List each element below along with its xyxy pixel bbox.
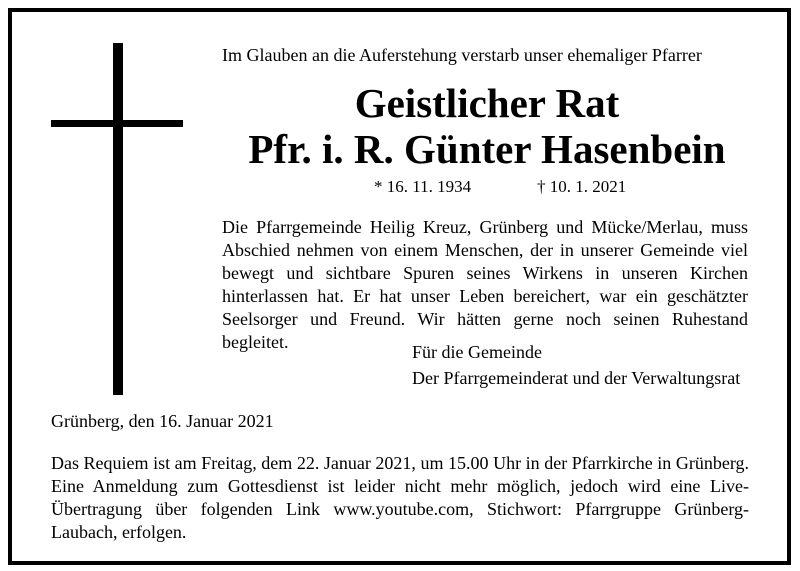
condolence-text: Die Pfarrgemeinde Heilig Kreuz, Grünberg und Mücke/Merlau, muss Abschied nehmen von einem Menschen, der in unserer Gemeinde viel bewegt und sichtbare Spuren seines Wirkens in unseren Kirchen hinterlassen hat. Er hat unser Leben bereichert, war ein geschätzter Seelsorger und Freund. Wir hätten gerne noch seinen Ruhestand begleitet. [222, 217, 748, 352]
requiem-info: Das Requiem ist am Freitag, dem 22. Januar 2021, um 15.00 Uhr in der Pfarrkirche in Grünberg. Eine Anmeldung zum Gottesdienst ist leider nicht mehr möglich, jedoch wird eine Live-Übertragung über folgenden Link www.youtube.com, Stichwort: Pfarrgruppe Grünberg-Laubach, erfolgen. [51, 453, 749, 542]
birth-date: * 16. 11. 1934 [374, 177, 472, 196]
place-and-date: Grünberg, den 16. Januar 2021 [51, 411, 274, 431]
cross-vertical-beam [113, 43, 123, 395]
death-date: † 10. 1. 2021 [537, 177, 627, 196]
cross-horizontal-beam [51, 120, 183, 127]
signature-line-1: Für die Gemeinde [412, 342, 542, 362]
intro-text: Im Glauben an die Auferstehung verstarb unser ehemaliger Pfarrer [222, 45, 702, 65]
signature-line-2: Der Pfarrgemeinderat und der Verwaltungsrat [412, 368, 741, 388]
deceased-title [222, 80, 752, 172]
title-line-2: Pfr. i. R. Günter Hasenbein [248, 126, 726, 172]
title-line-1: Geistlicher Rat [354, 80, 620, 126]
